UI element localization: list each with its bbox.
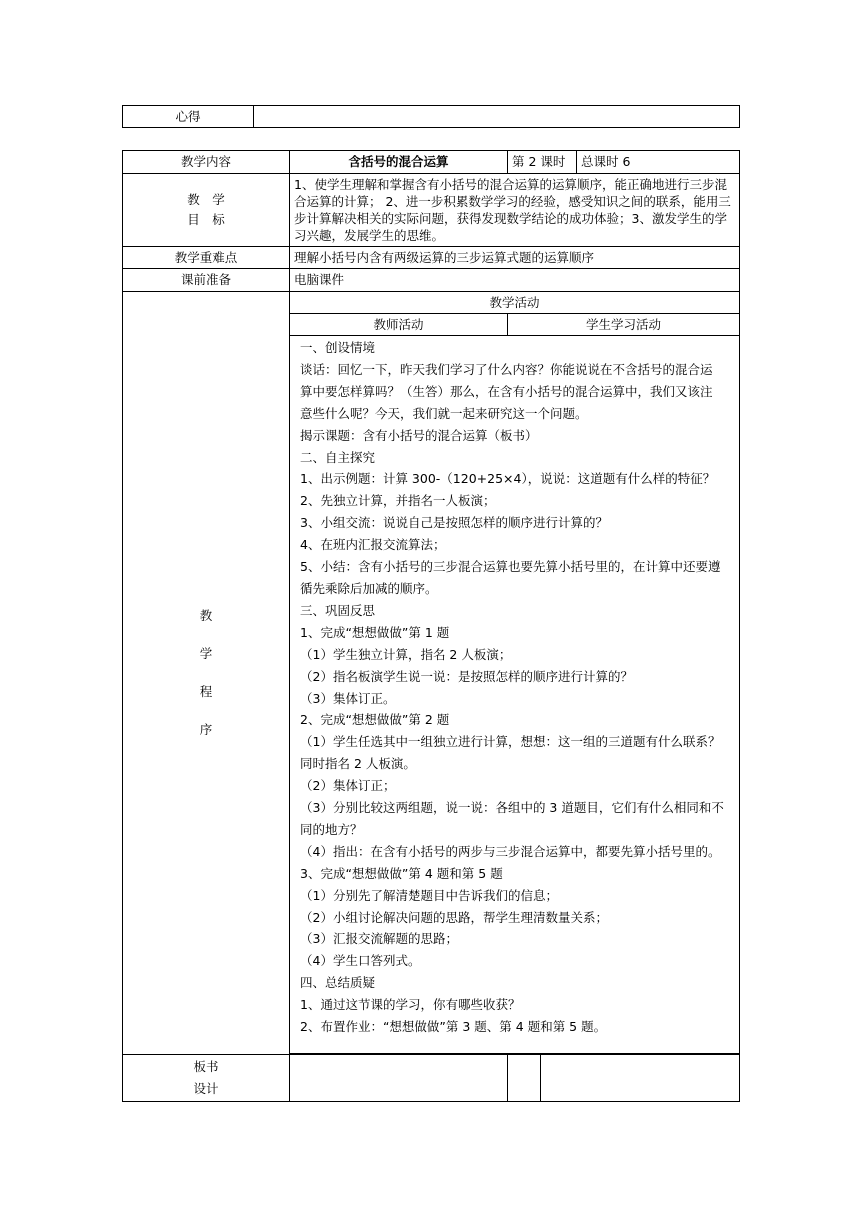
lesson-title: 含括号的混合运算 — [290, 151, 508, 174]
procedure-line: 2、先独立计算，并指名一人板演； — [300, 493, 496, 509]
procedure-line: 揭示课题：含有小括号的混合运算（板书） — [300, 427, 538, 443]
procedure-content — [290, 336, 740, 1054]
procedure-line: 1、通过这节课的学习，你有哪些收获？ — [300, 997, 521, 1013]
board-cell-1 — [290, 1055, 508, 1102]
procedure-line: （2）指名板演学生说一说：是按照怎样的顺序进行计算的？ — [300, 668, 633, 684]
lesson-plan-table — [122, 150, 740, 1102]
student-col-header: 学生学习活动 — [508, 314, 740, 336]
reflection-table — [122, 105, 740, 128]
procedure-line: 4、在班内汇报交流算法； — [300, 537, 446, 553]
procedure-char-2: 学 — [199, 646, 213, 661]
procedure-lines — [300, 337, 735, 1038]
key-points-label: 教学重难点 — [123, 247, 290, 269]
procedure-line: （1）分别先了解清楚题目中告诉我们的信息； — [300, 887, 558, 903]
procedure-line: 2、完成“想想做做”第 2 题 — [300, 712, 450, 728]
teacher-col-header: 教师活动 — [290, 314, 508, 336]
procedure-line: 谈话：回忆一下，昨天我们学习了什么内容？你能说说在不含括号的混合运 — [300, 361, 713, 377]
period: 第 2 课时 — [508, 151, 577, 174]
procedure-line: （2）集体订正； — [300, 778, 396, 794]
board-cell-3 — [541, 1055, 740, 1102]
activities-header: 教学活动 — [290, 292, 740, 314]
goals-label — [123, 174, 290, 247]
procedure-char-3: 程 — [199, 684, 213, 699]
procedure-line: （4）学生口答列式。 — [300, 953, 421, 969]
procedure-line: （3）分别比较这两组题，说一说：各组中的 3 道题目，它们有什么相同和不 — [300, 800, 724, 816]
goals-label-line2: 目 标 — [187, 212, 225, 227]
board-cell-2 — [508, 1055, 541, 1102]
procedure-line: 1、完成“想想做做”第 1 题 — [300, 624, 450, 640]
procedure-line: 3、小组交流：说说自己是按照怎样的顺序进行计算的？ — [300, 515, 608, 531]
prep-text: 电脑课件 — [290, 269, 740, 292]
goals-label-line1: 教 学 — [187, 192, 225, 207]
procedure-line: 循先乘除后加减的顺序。 — [300, 580, 438, 596]
procedure-line: 同的地方？ — [300, 821, 363, 837]
procedure-line: （4）指出：在含有小括号的两步与三步混合运算中，都要先算小括号里的。 — [300, 843, 721, 859]
reflection-label: 心得 — [123, 106, 254, 128]
procedure-line: 四、总结质疑 — [300, 975, 376, 991]
board-label — [123, 1055, 290, 1102]
total-period: 总课时 6 — [577, 151, 740, 174]
procedure-line: （1）学生独立计算，指名 2 人板演； — [300, 646, 512, 662]
procedure-line: 一、创设情境 — [300, 340, 376, 355]
procedure-line: 2、布置作业：“想想做做”第 3 题、第 4 题和第 5 题。 — [300, 1019, 607, 1035]
procedure-line: 算中要怎样算吗？（生答）那么，在含有小括号的混合运算中，我们又该注 — [300, 383, 713, 399]
procedure-line: （3）集体订正。 — [300, 690, 396, 706]
procedure-line: 5、小结：含有小括号的三步混合运算也要先算小括号里的，在计算中还要遵 — [300, 559, 721, 575]
procedure-line: （1）学生任选其中一组独立进行计算，想想：这一组的三道题有什么联系？ — [300, 734, 721, 750]
procedure-line: 1、出示例题：计算 300-（120+25×4），说说：这道题有什么样的特征？ — [300, 471, 716, 487]
board-label-line2: 设计 — [193, 1081, 219, 1096]
procedure-line: （2）小组讨论解决问题的思路，帮学生理清数量关系； — [300, 909, 608, 925]
reflection-value — [254, 106, 740, 128]
procedure-line: 三、巩固反思 — [300, 602, 376, 618]
goals-text: 1、使学生理解和掌握含有小括号的混合运算的运算顺序，能正确地进行三步混合运算的计算； 2、进一步积累数学学习的经验，感受知识之间的联系，能用三步计算解决相关的实际问题，获得发现数学结论的成功体验；3、激发学生的学习兴趣，发展学生的思维。 — [290, 174, 740, 247]
content-label: 教学内容 — [123, 151, 290, 174]
key-points-text: 理解小括号内含有两级运算的三步运算式题的运算顺序 — [290, 247, 740, 269]
procedure-char-1: 教 — [199, 608, 213, 623]
procedure-line: 二、自主探究 — [300, 449, 376, 465]
procedure-line: 同时指名 2 人板演。 — [300, 756, 416, 772]
procedure-line: （3）汇报交流解题的思路； — [300, 931, 458, 947]
board-label-line1: 板书 — [193, 1059, 219, 1074]
prep-label: 课前准备 — [123, 269, 290, 292]
procedure-label — [123, 292, 290, 1055]
procedure-line: 意些什么呢？今天，我们就一起来研究这一个问题。 — [300, 405, 588, 421]
procedure-char-4: 序 — [199, 722, 213, 737]
procedure-line: 3、完成“想想做做”第 4 题和第 5 题 — [300, 865, 503, 881]
